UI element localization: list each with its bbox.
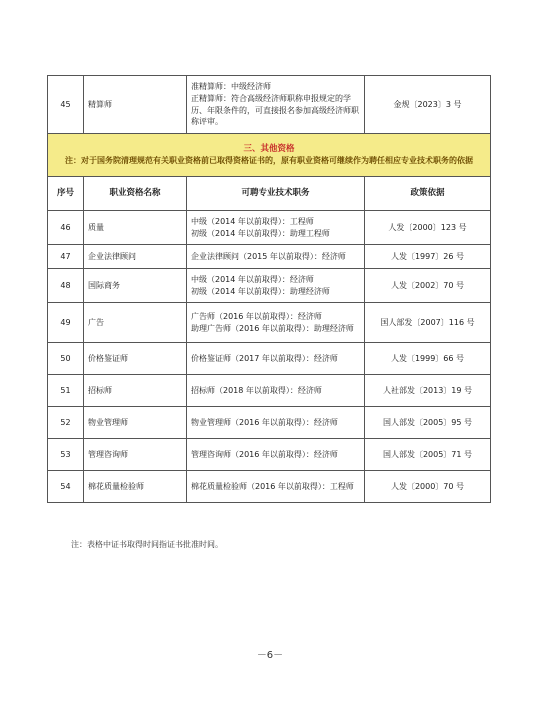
qualification-name: 价格鉴证师 bbox=[84, 343, 187, 375]
policy-basis: 人发〔1999〕66 号 bbox=[365, 343, 491, 375]
row-number: 49 bbox=[48, 303, 84, 343]
position-line: 助理广告师（2016 年以前取得）：助理经济师 bbox=[191, 323, 354, 333]
position-line: 棉花质量检验师（2016 年以前取得）：工程师 bbox=[191, 481, 354, 491]
position-line: 初级（2014 年以前取得）：助理工程师 bbox=[191, 228, 330, 238]
position-line: 准精算师：中级经济师 bbox=[191, 82, 271, 92]
column-header-number: 序号 bbox=[48, 177, 84, 211]
position-line: 中级（2014 年以前取得）：工程师 bbox=[191, 216, 314, 226]
qualification-name: 管理咨询师 bbox=[84, 439, 187, 471]
position-cell bbox=[187, 76, 365, 134]
policy-basis: 金规〔2023〕3 号 bbox=[365, 76, 491, 134]
row-number: 52 bbox=[48, 407, 84, 439]
table-row bbox=[48, 407, 491, 439]
position-cell bbox=[187, 211, 365, 245]
column-header-name: 职业资格名称 bbox=[84, 177, 187, 211]
table-row bbox=[48, 211, 491, 245]
position-cell bbox=[187, 407, 365, 439]
table-row bbox=[48, 245, 491, 269]
row-number: 54 bbox=[48, 471, 84, 503]
row-number: 46 bbox=[48, 211, 84, 245]
position-line: 管理咨询师（2016 年以前取得）：经济师 bbox=[191, 449, 338, 459]
qualification-name: 招标师 bbox=[84, 375, 187, 407]
position-cell bbox=[187, 269, 365, 303]
table-footnote: 注：表格中证书取得时间指证书批准时间。 bbox=[71, 540, 223, 549]
position-line: 初级（2014 年以前取得）：助理经济师 bbox=[191, 286, 330, 296]
qualification-name: 物业管理师 bbox=[84, 407, 187, 439]
policy-basis: 人社部发〔2013〕19 号 bbox=[365, 375, 491, 407]
position-line: 中级（2014 年以前取得）：经济师 bbox=[191, 274, 314, 284]
policy-basis: 国人部发〔2005〕71 号 bbox=[365, 439, 491, 471]
table-row bbox=[48, 439, 491, 471]
row-number: 50 bbox=[48, 343, 84, 375]
qualification-name: 企业法律顾问 bbox=[84, 245, 187, 269]
table-row bbox=[48, 343, 491, 375]
position-cell bbox=[187, 439, 365, 471]
qualification-table bbox=[47, 75, 491, 503]
policy-basis: 人发〔1997〕26 号 bbox=[365, 245, 491, 269]
table-row bbox=[48, 303, 491, 343]
position-line: 招标师（2018 年以前取得）：经济师 bbox=[191, 385, 322, 395]
qualification-name: 精算师 bbox=[84, 76, 187, 134]
position-line: 正精算师：符合高级经济师职称申报规定的学历、年限条件的，可直接报名参加高级经济师职称评审。 bbox=[191, 93, 359, 127]
table-row bbox=[48, 375, 491, 407]
position-cell bbox=[187, 375, 365, 407]
position-line: 企业法律顾问（2015 年以前取得）：经济师 bbox=[191, 251, 346, 261]
row-number: 48 bbox=[48, 269, 84, 303]
section-header-row bbox=[48, 134, 491, 177]
table-row bbox=[48, 471, 491, 503]
position-line: 价格鉴证师（2017 年以前取得）：经济师 bbox=[191, 353, 338, 363]
position-line: 广告师（2016 年以前取得）：经济师 bbox=[191, 311, 322, 321]
qualification-name: 棉花质量检验师 bbox=[84, 471, 187, 503]
position-cell bbox=[187, 245, 365, 269]
qualification-name: 国际商务 bbox=[84, 269, 187, 303]
row-number: 45 bbox=[48, 76, 84, 134]
position-line: 物业管理师（2016 年以前取得）：经济师 bbox=[191, 417, 338, 427]
section-title: 三、其他资格 bbox=[243, 144, 295, 155]
policy-basis: 国人部发〔2007〕116 号 bbox=[365, 303, 491, 343]
position-cell bbox=[187, 303, 365, 343]
policy-basis: 人发〔2000〕123 号 bbox=[365, 211, 491, 245]
column-header-positions: 可聘专业技术职务 bbox=[187, 177, 365, 211]
position-cell bbox=[187, 471, 365, 503]
policy-basis: 人发〔2000〕70 号 bbox=[365, 471, 491, 503]
table-row bbox=[48, 269, 491, 303]
section-header bbox=[48, 134, 491, 177]
qualification-name: 质量 bbox=[84, 211, 187, 245]
column-header-policy: 政策依据 bbox=[365, 177, 491, 211]
row-number: 47 bbox=[48, 245, 84, 269]
row-number: 51 bbox=[48, 375, 84, 407]
column-header-row bbox=[48, 177, 491, 211]
policy-basis: 国人部发〔2005〕95 号 bbox=[365, 407, 491, 439]
table-row bbox=[48, 76, 491, 134]
qualification-name: 广告 bbox=[84, 303, 187, 343]
policy-basis: 人发〔2002〕70 号 bbox=[365, 269, 491, 303]
section-note: 注：对于国务院清理规范有关职业资格前已取得资格证书的，原有职业资格可继续作为聘任相应专业技术职务的依据 bbox=[65, 156, 473, 166]
page-number: －6－ bbox=[256, 650, 284, 661]
row-number: 53 bbox=[48, 439, 84, 471]
position-cell bbox=[187, 343, 365, 375]
